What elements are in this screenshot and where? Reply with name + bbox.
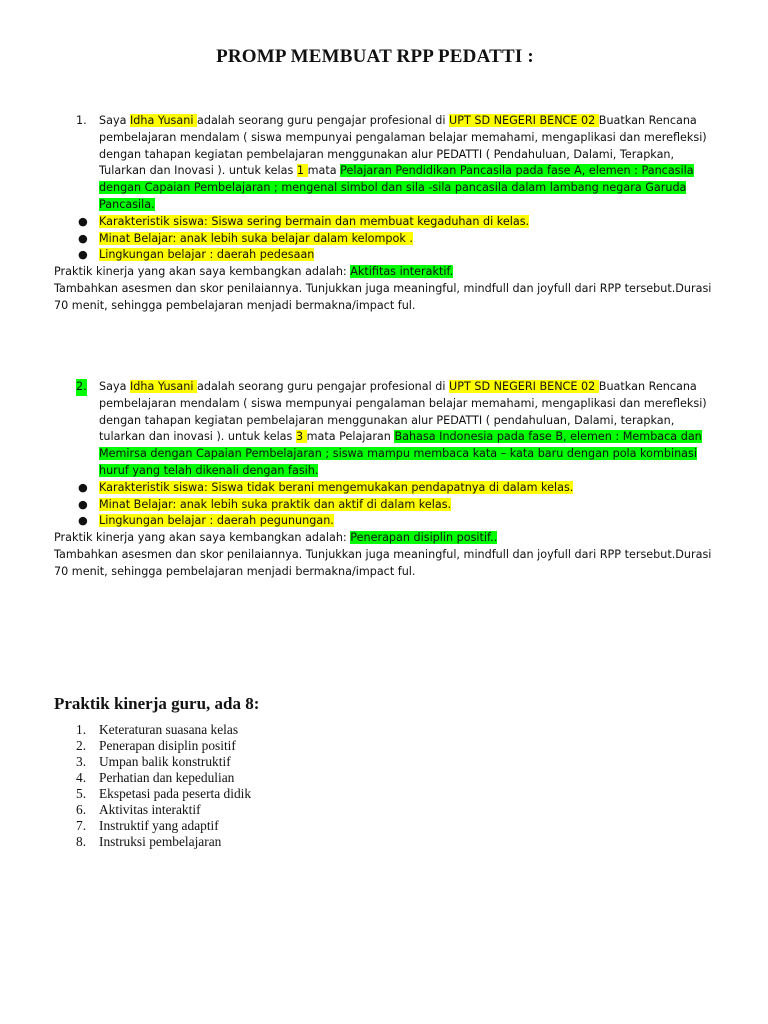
closing-text: Tambahkan asesmen dan skor penilaiannya. Tunjukkan juga meaningful, mindfull dan joyfull dari RPP tersebut.Durasi 70 menit, sehingga pembelajaran menjadi bermakna/impact ful.: [54, 547, 712, 578]
class-number: 3: [295, 430, 307, 444]
list-item: [54, 754, 251, 770]
subject-description: Pelajaran Pendidikan Pancasila pada fase A, elemen : Pancasila dengan Capaian Pembelajaran ; mengenal simbol dan sila -sila pancasila dalam lambang negara Garuda Pancasila.: [99, 164, 694, 211]
list-text: Perhatian dan kepedulian: [99, 770, 235, 785]
class-number: 1: [296, 164, 308, 178]
teacher-name: Idha Yusani: [130, 380, 197, 393]
praktik-line: [54, 530, 714, 547]
bullet-item: [54, 513, 714, 530]
bullet-text: Minat Belajar: anak lebih suka praktik dan aktif di dalam kelas.: [99, 497, 452, 511]
list-item: [54, 786, 251, 802]
list-text: Penerapan disiplin positif: [99, 738, 236, 753]
list-text: Instruktif yang adaptif: [99, 818, 219, 833]
prompt-text: adalah seorang guru pengajar profesional di: [196, 380, 450, 393]
list-number: 4.: [76, 770, 87, 785]
praktik-prefix: Praktik kinerja yang akan saya kembangkan adalah:: [54, 265, 351, 279]
school-name: UPT SD NEGERI BENCE 02: [449, 114, 599, 127]
bullet-item: [54, 497, 714, 514]
list-text: Keteraturan suasana kelas: [99, 722, 239, 737]
praktik-value: Aktifitas interaktif.: [350, 265, 454, 279]
prompt-block-1: [54, 113, 714, 315]
list-number: 8.: [76, 834, 87, 849]
list-text: Umpan balik konstruktif: [99, 754, 231, 769]
praktik-value: Penerapan disiplin positif..: [350, 531, 498, 545]
prompt-text: mata Pelajaran: [306, 430, 395, 444]
bullet-text: Lingkungan belajar : daerah pegunungan.: [99, 514, 334, 528]
prompt-text: Saya: [99, 114, 130, 127]
list-text: Instruksi pembelajaran: [99, 834, 222, 849]
prompt-text: adalah seorang guru pengajar profesional di: [196, 114, 450, 127]
praktik-list: [54, 722, 251, 850]
bullet-icon: ●: [78, 514, 88, 528]
prompt-item-2: [54, 379, 714, 480]
list-item: [54, 722, 251, 738]
prompt-text: Buatkan Rencana pembelajaran mendalam ( siswa mempunyai pengalaman belajar memahami, mengaplikasi dan merefleksi) dengan tahapan kegiatan pembelajaran menggunakan alur PEDATTI ( pendahuluan, Dalami, terapkan, tularkan dan inovasi ). untuk kelas: [99, 380, 707, 444]
prompt-block-2: [54, 379, 714, 581]
section-title: Praktik kinerja guru, ada 8:: [54, 694, 260, 713]
list-number: 3.: [76, 754, 87, 769]
bullet-text: Karakteristik siswa: Siswa tidak berani mengemukakan pendapatnya di dalam kelas.: [99, 480, 574, 494]
list-item: [54, 818, 251, 834]
list-item: [54, 770, 251, 786]
page-title: PROMP MEMBUAT RPP PEDATTI :: [216, 46, 534, 67]
list-number: 5.: [76, 786, 87, 801]
school-name: UPT SD NEGERI BENCE 02: [449, 380, 599, 393]
list-number: 1.: [76, 722, 87, 737]
subject-description: Bahasa Indonesia pada fase B, elemen : Membaca dan Memirsa dengan Capaian Pembelajaran ; siswa mampu membaca kata – kata baru dengan pola kombinasi huruf yang telah dikenali dengan fasih.: [99, 430, 702, 477]
prompt-text: Saya: [99, 380, 130, 393]
list-number: 2.: [76, 379, 87, 396]
bullet-text: Karakteristik siswa: Siswa sering bermain dan membuat kegaduhan di kelas.: [99, 214, 530, 228]
praktik-prefix: Praktik kinerja yang akan saya kembangkan adalah:: [54, 531, 351, 545]
bullet-text: Minat Belajar: anak lebih suka belajar dalam kelompok .: [99, 231, 413, 245]
bullet-item: [54, 247, 714, 264]
bullet-icon: ●: [78, 214, 88, 228]
praktik-line: [54, 264, 714, 281]
list-number: 6.: [76, 802, 87, 817]
teacher-name: Idha Yusani: [130, 114, 197, 127]
bullet-item: [54, 480, 714, 497]
bullet-text: Lingkungan belajar : daerah pedesaan: [99, 248, 315, 262]
list-text: Ekspetasi pada peserta didik: [99, 786, 252, 801]
prompt-text: mata: [307, 164, 341, 178]
bullet-icon: ●: [78, 497, 88, 511]
bullet-item: [54, 214, 714, 231]
bullet-icon: ●: [78, 480, 88, 494]
list-text: Aktivitas interaktif: [99, 802, 201, 817]
list-item: [54, 738, 251, 754]
list-number: 1.: [76, 114, 87, 127]
list-item: [54, 802, 251, 818]
list-number: 2.: [76, 738, 87, 753]
list-number: 7.: [76, 818, 87, 833]
prompt-text: Buatkan Rencana pembelajaran mendalam ( siswa mempunyai pengalaman belajar memahami, mengaplikasi dan merefleksi) dengan tahapan kegiatan pembelajaran menggunakan alur PEDATTI ( Pendahuluan, Dalami, Terapkan, Tularkan dan Inovasi ). untuk kelas: [99, 114, 707, 178]
list-item: [54, 834, 251, 850]
prompt-item-1: [54, 113, 714, 214]
closing-text: Tambahkan asesmen dan skor penilaiannya. Tunjukkan juga meaningful, mindfull dan joyfull dari RPP tersebut.Durasi 70 menit, sehingga pembelajaran menjadi bermakna/impact ful.: [54, 281, 712, 312]
bullet-item: [54, 231, 714, 248]
bullet-icon: ●: [78, 231, 88, 245]
bullet-icon: ●: [78, 248, 88, 262]
